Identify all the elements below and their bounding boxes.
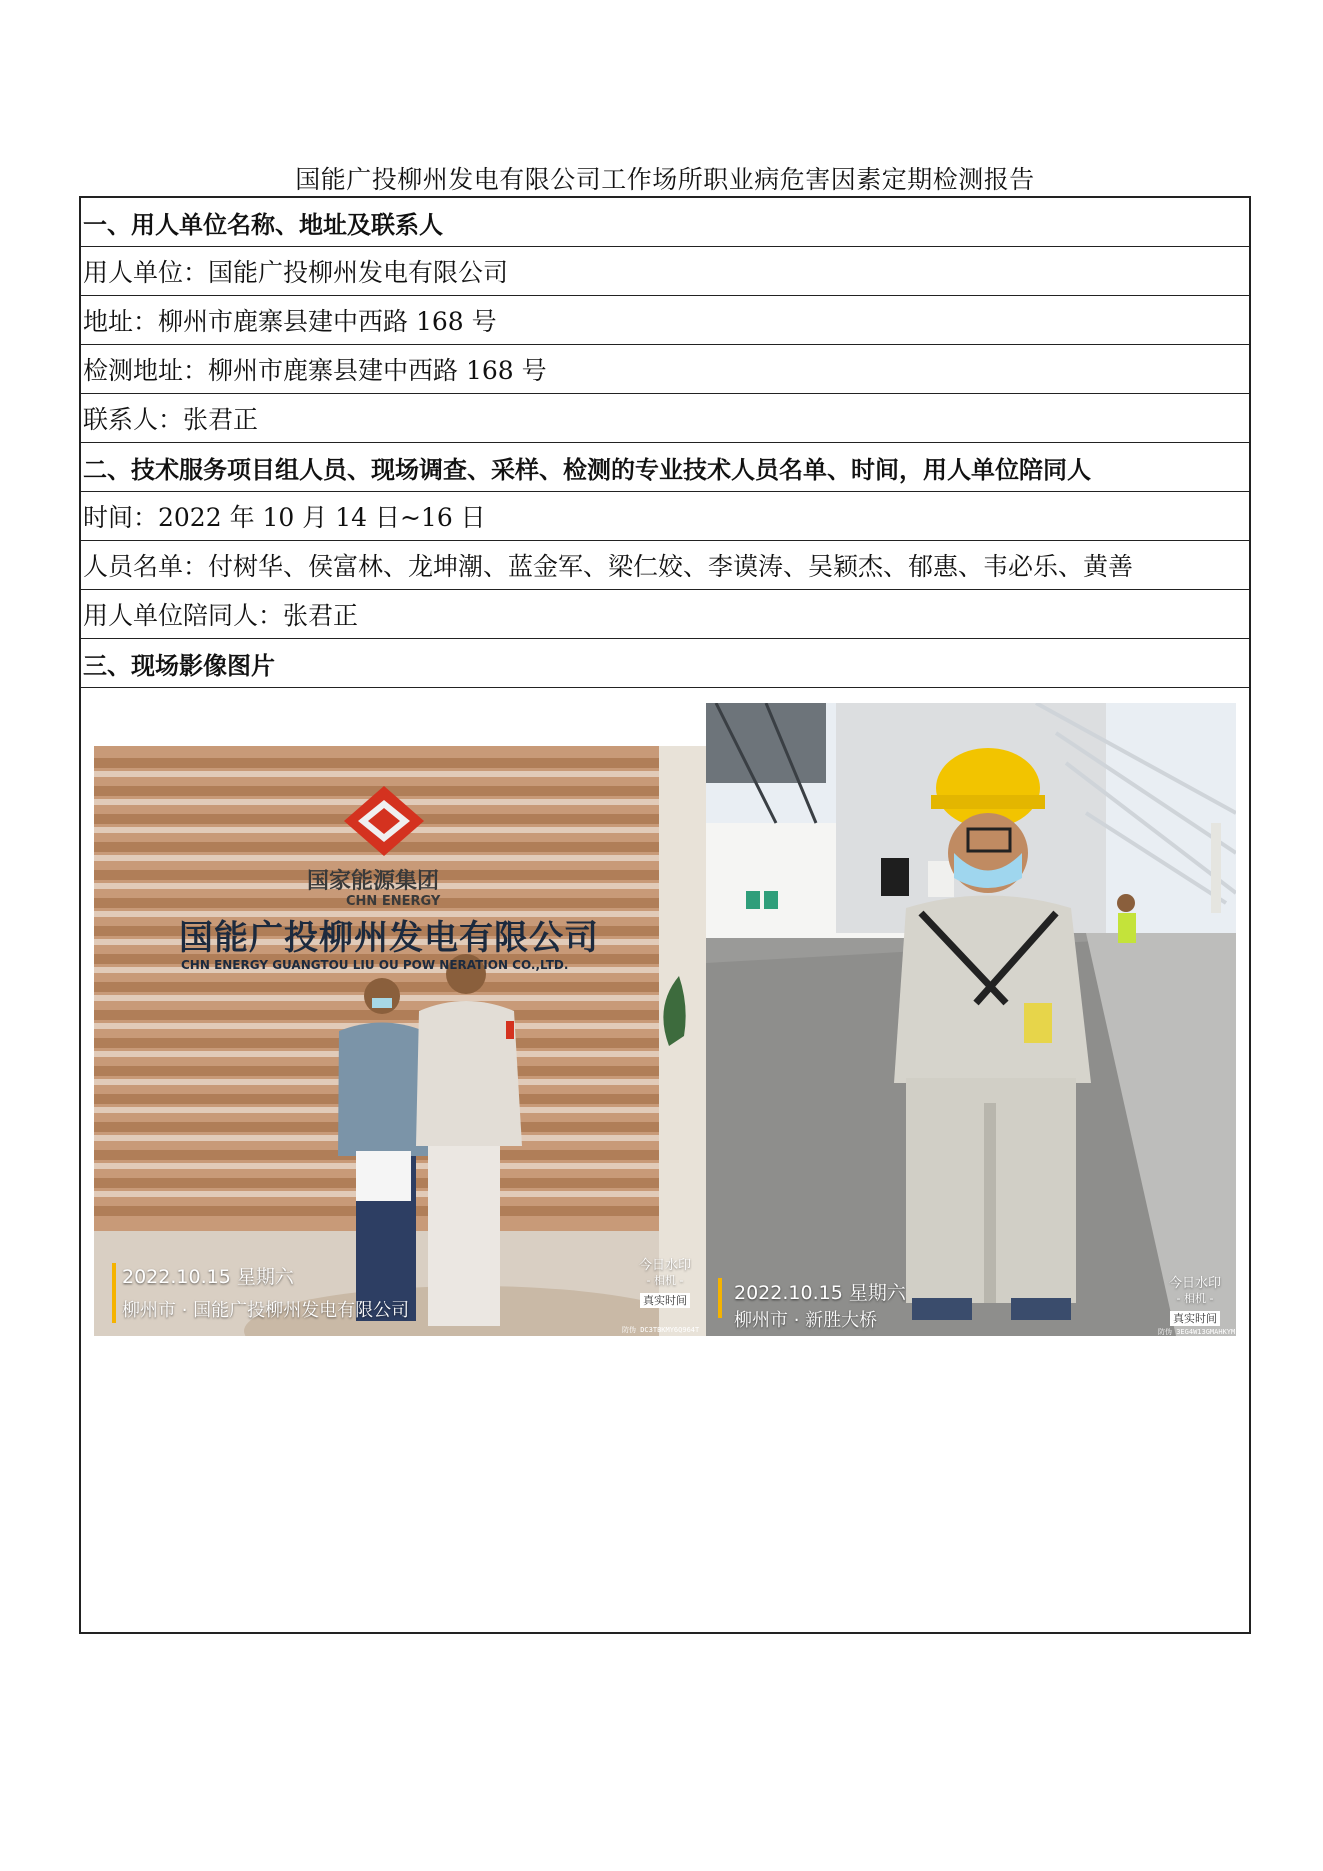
test-address-row: 检测地址：柳州市鹿寨县建中西路 168 号 <box>81 345 1249 394</box>
section-3-heading: 三、现场影像图片 <box>81 639 1249 688</box>
wall-company-english: CHN ENERGY GUANGTOU LIU OU POW NERATION CO.,LTD. <box>181 958 569 972</box>
companion-row: 用人单位陪同人：张君正 <box>81 590 1249 639</box>
site-photo-entrance <box>94 746 706 1336</box>
watermark-brand-name: 今日水印 <box>638 1258 691 1273</box>
wall-company-name: 国能广投柳州发电有限公司 <box>179 918 599 958</box>
wall-english-name: CHN ENERGY <box>346 894 441 909</box>
photo-location: 柳州市 · 国能广投柳州发电有限公司 <box>122 1300 410 1321</box>
address-row: 地址：柳州市鹿寨县建中西路 168 号 <box>81 296 1249 345</box>
watermark-brand-name: 今日水印 <box>1168 1276 1221 1291</box>
employer-row: 用人单位：国能广投柳州发电有限公司 <box>81 247 1249 296</box>
report-table <box>79 196 1251 1634</box>
watermark-brand-tag: 真实时间 <box>640 1293 690 1308</box>
contact-row: 联系人：张君正 <box>81 394 1249 443</box>
watermark-brand-sub: - 相机 - <box>1176 1292 1214 1305</box>
watermark-brand-tag: 真实时间 <box>1170 1311 1220 1326</box>
watermark-brand-sub: - 相机 - <box>646 1274 684 1287</box>
watermark-brand <box>1160 1276 1230 1326</box>
photo-location: 柳州市 · 新胜大桥 <box>734 1310 878 1331</box>
photo-date: 2022.10.15 星期六 <box>734 1282 906 1304</box>
wall-group-name: 国家能源集团 <box>307 869 440 894</box>
watermark-file-id: 防伪 3EG4W13GMAHKYM <box>1158 1328 1236 1336</box>
section-1-heading: 一、用人单位名称、地址及联系人 <box>81 198 1249 247</box>
staff-row: 人员名单：付树华、侯富林、龙坤潮、蓝金军、梁仁姣、李谟涛、吴颖杰、郁惠、韦必乐、黄善 <box>81 541 1249 590</box>
document-title: 国能广投柳州发电有限公司工作场所职业病危害因素定期检测报告 <box>295 165 1035 194</box>
worker-photo-image <box>706 703 1236 1336</box>
watermark-brand <box>630 1258 700 1308</box>
timestamp-accent <box>112 1263 116 1323</box>
section-2-heading: 二、技术服务项目组人员、现场调查、采样、检测的专业技术人员名单、时间，用人单位陪同人 <box>81 443 1249 492</box>
photo-date: 2022.10.15 星期六 <box>122 1266 294 1288</box>
watermark-file-id: 防伪 DC3TBKMY6Q964T <box>622 1326 700 1334</box>
entrance-photo-image <box>94 746 706 1336</box>
site-photo-worker <box>706 703 1236 1336</box>
time-row: 时间：2022 年 10 月 14 日~16 日 <box>81 492 1249 541</box>
photos-cell <box>81 688 1249 1632</box>
timestamp-accent <box>718 1278 722 1318</box>
